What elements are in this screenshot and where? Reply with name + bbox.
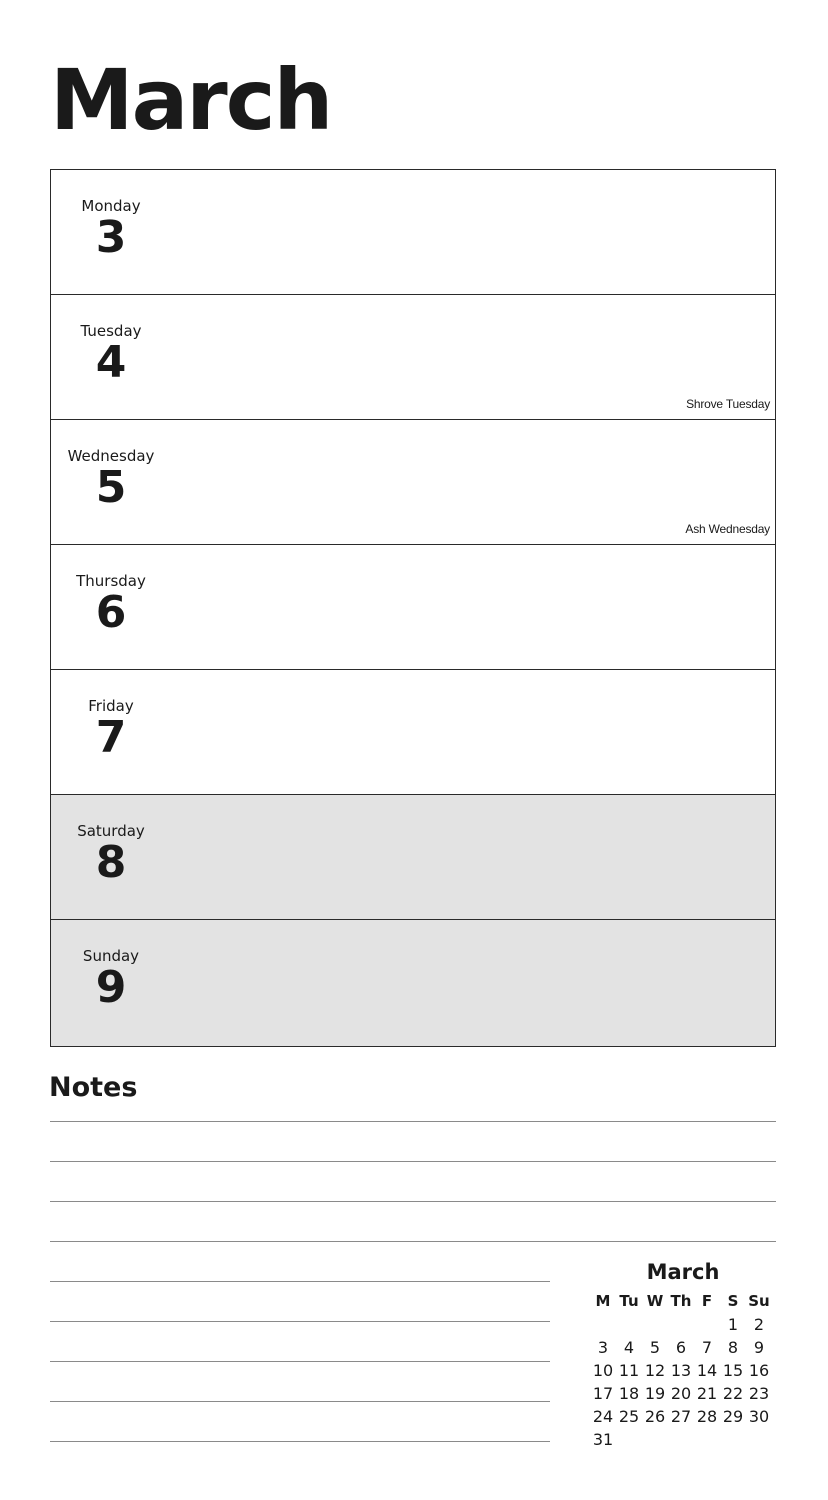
weekday-label: Thursday — [76, 572, 146, 590]
weekday-label: Sunday — [82, 947, 140, 965]
mini-calendar-date: 30 — [748, 1406, 770, 1426]
mini-calendar-date: 28 — [696, 1406, 718, 1426]
page-title: March — [50, 51, 332, 149]
mini-calendar-date: 26 — [644, 1406, 666, 1426]
mini-calendar-date: 18 — [618, 1383, 640, 1403]
note-line[interactable] — [50, 1281, 550, 1282]
mini-calendar-date: 10 — [592, 1360, 614, 1380]
mini-calendar-date: 7 — [701, 1337, 713, 1357]
mini-calendar-date: 19 — [644, 1383, 666, 1403]
date-number: 5 — [95, 462, 127, 513]
weekday-header: Su — [748, 1292, 770, 1310]
weekday-header: M — [595, 1292, 611, 1310]
weekday-label: Monday — [81, 197, 141, 215]
note-line[interactable] — [50, 1121, 776, 1122]
mini-calendar-week — [590, 1428, 772, 1451]
mini-calendar-header — [590, 1290, 772, 1313]
day-row-friday[interactable] — [51, 670, 775, 795]
mini-calendar-weeks — [590, 1313, 772, 1451]
mini-calendar-week — [590, 1405, 772, 1428]
day-row-saturday[interactable] — [51, 795, 775, 920]
day-row-tuesday[interactable] — [51, 295, 775, 420]
mini-calendar-date: 23 — [748, 1383, 770, 1403]
weekday-label: Wednesday — [67, 447, 155, 465]
mini-calendar-date: 3 — [597, 1337, 609, 1357]
mini-calendar-week — [590, 1359, 772, 1382]
date-number: 9 — [95, 962, 127, 1013]
mini-calendar-title: March — [646, 1260, 720, 1284]
note-line[interactable] — [50, 1201, 776, 1202]
date-number: 4 — [95, 337, 127, 388]
note-line[interactable] — [50, 1241, 776, 1242]
weekday-header: Th — [670, 1292, 692, 1310]
mini-calendar-date: 1 — [727, 1314, 739, 1334]
mini-calendar-date: 20 — [670, 1383, 692, 1403]
week-days-grid — [50, 169, 776, 1047]
note-line[interactable] — [50, 1321, 550, 1322]
mini-calendar-date: 11 — [618, 1360, 640, 1380]
weekday-header: S — [727, 1292, 739, 1310]
mini-calendar-date: 15 — [722, 1360, 744, 1380]
day-row-monday[interactable] — [51, 170, 775, 295]
weekday-label: Friday — [88, 697, 134, 715]
mini-calendar-date: 6 — [675, 1337, 687, 1357]
mini-calendar-date: 8 — [727, 1337, 739, 1357]
mini-calendar-week — [590, 1313, 772, 1336]
mini-calendar-date: 24 — [592, 1406, 614, 1426]
day-row-thursday[interactable] — [51, 545, 775, 670]
weekday-header: W — [646, 1292, 664, 1310]
mini-calendar-week — [590, 1336, 772, 1359]
day-row-sunday[interactable] — [51, 920, 775, 1046]
mini-calendar-date: 29 — [722, 1406, 744, 1426]
note-line[interactable] — [50, 1441, 550, 1442]
mini-calendar-date: 4 — [623, 1337, 635, 1357]
mini-calendar-date: 31 — [592, 1429, 614, 1449]
mini-calendar-date: 2 — [753, 1314, 765, 1334]
date-number: 8 — [95, 837, 127, 888]
mini-calendar-date: 25 — [618, 1406, 640, 1426]
date-number: 7 — [95, 712, 127, 763]
mini-calendar-date: 5 — [649, 1337, 661, 1357]
mini-calendar-week — [590, 1382, 772, 1405]
date-number: 3 — [95, 212, 127, 263]
mini-calendar-date: 13 — [670, 1360, 692, 1380]
mini-calendar-date: 16 — [748, 1360, 770, 1380]
mini-calendar-date: 27 — [670, 1406, 692, 1426]
day-row-wednesday[interactable] — [51, 420, 775, 545]
mini-calendar — [590, 1262, 772, 1451]
mini-calendar-date: 14 — [696, 1360, 718, 1380]
note-line[interactable] — [50, 1161, 776, 1162]
mini-calendar-date: 12 — [644, 1360, 666, 1380]
mini-calendar-date: 17 — [592, 1383, 614, 1403]
event-label: Ash Wednesday — [685, 522, 770, 536]
mini-calendar-date: 9 — [753, 1337, 765, 1357]
event-label: Shrove Tuesday — [686, 397, 770, 411]
weekday-label: Tuesday — [80, 322, 142, 340]
mini-calendar-date: 21 — [696, 1383, 718, 1403]
weekday-header: Tu — [619, 1292, 639, 1310]
weekday-label: Saturday — [77, 822, 145, 840]
date-number: 6 — [95, 587, 127, 638]
note-line[interactable] — [50, 1401, 550, 1402]
note-line[interactable] — [50, 1361, 550, 1362]
mini-calendar-date: 22 — [722, 1383, 744, 1403]
notes-heading: Notes — [49, 1072, 138, 1103]
weekday-header: F — [701, 1292, 713, 1310]
